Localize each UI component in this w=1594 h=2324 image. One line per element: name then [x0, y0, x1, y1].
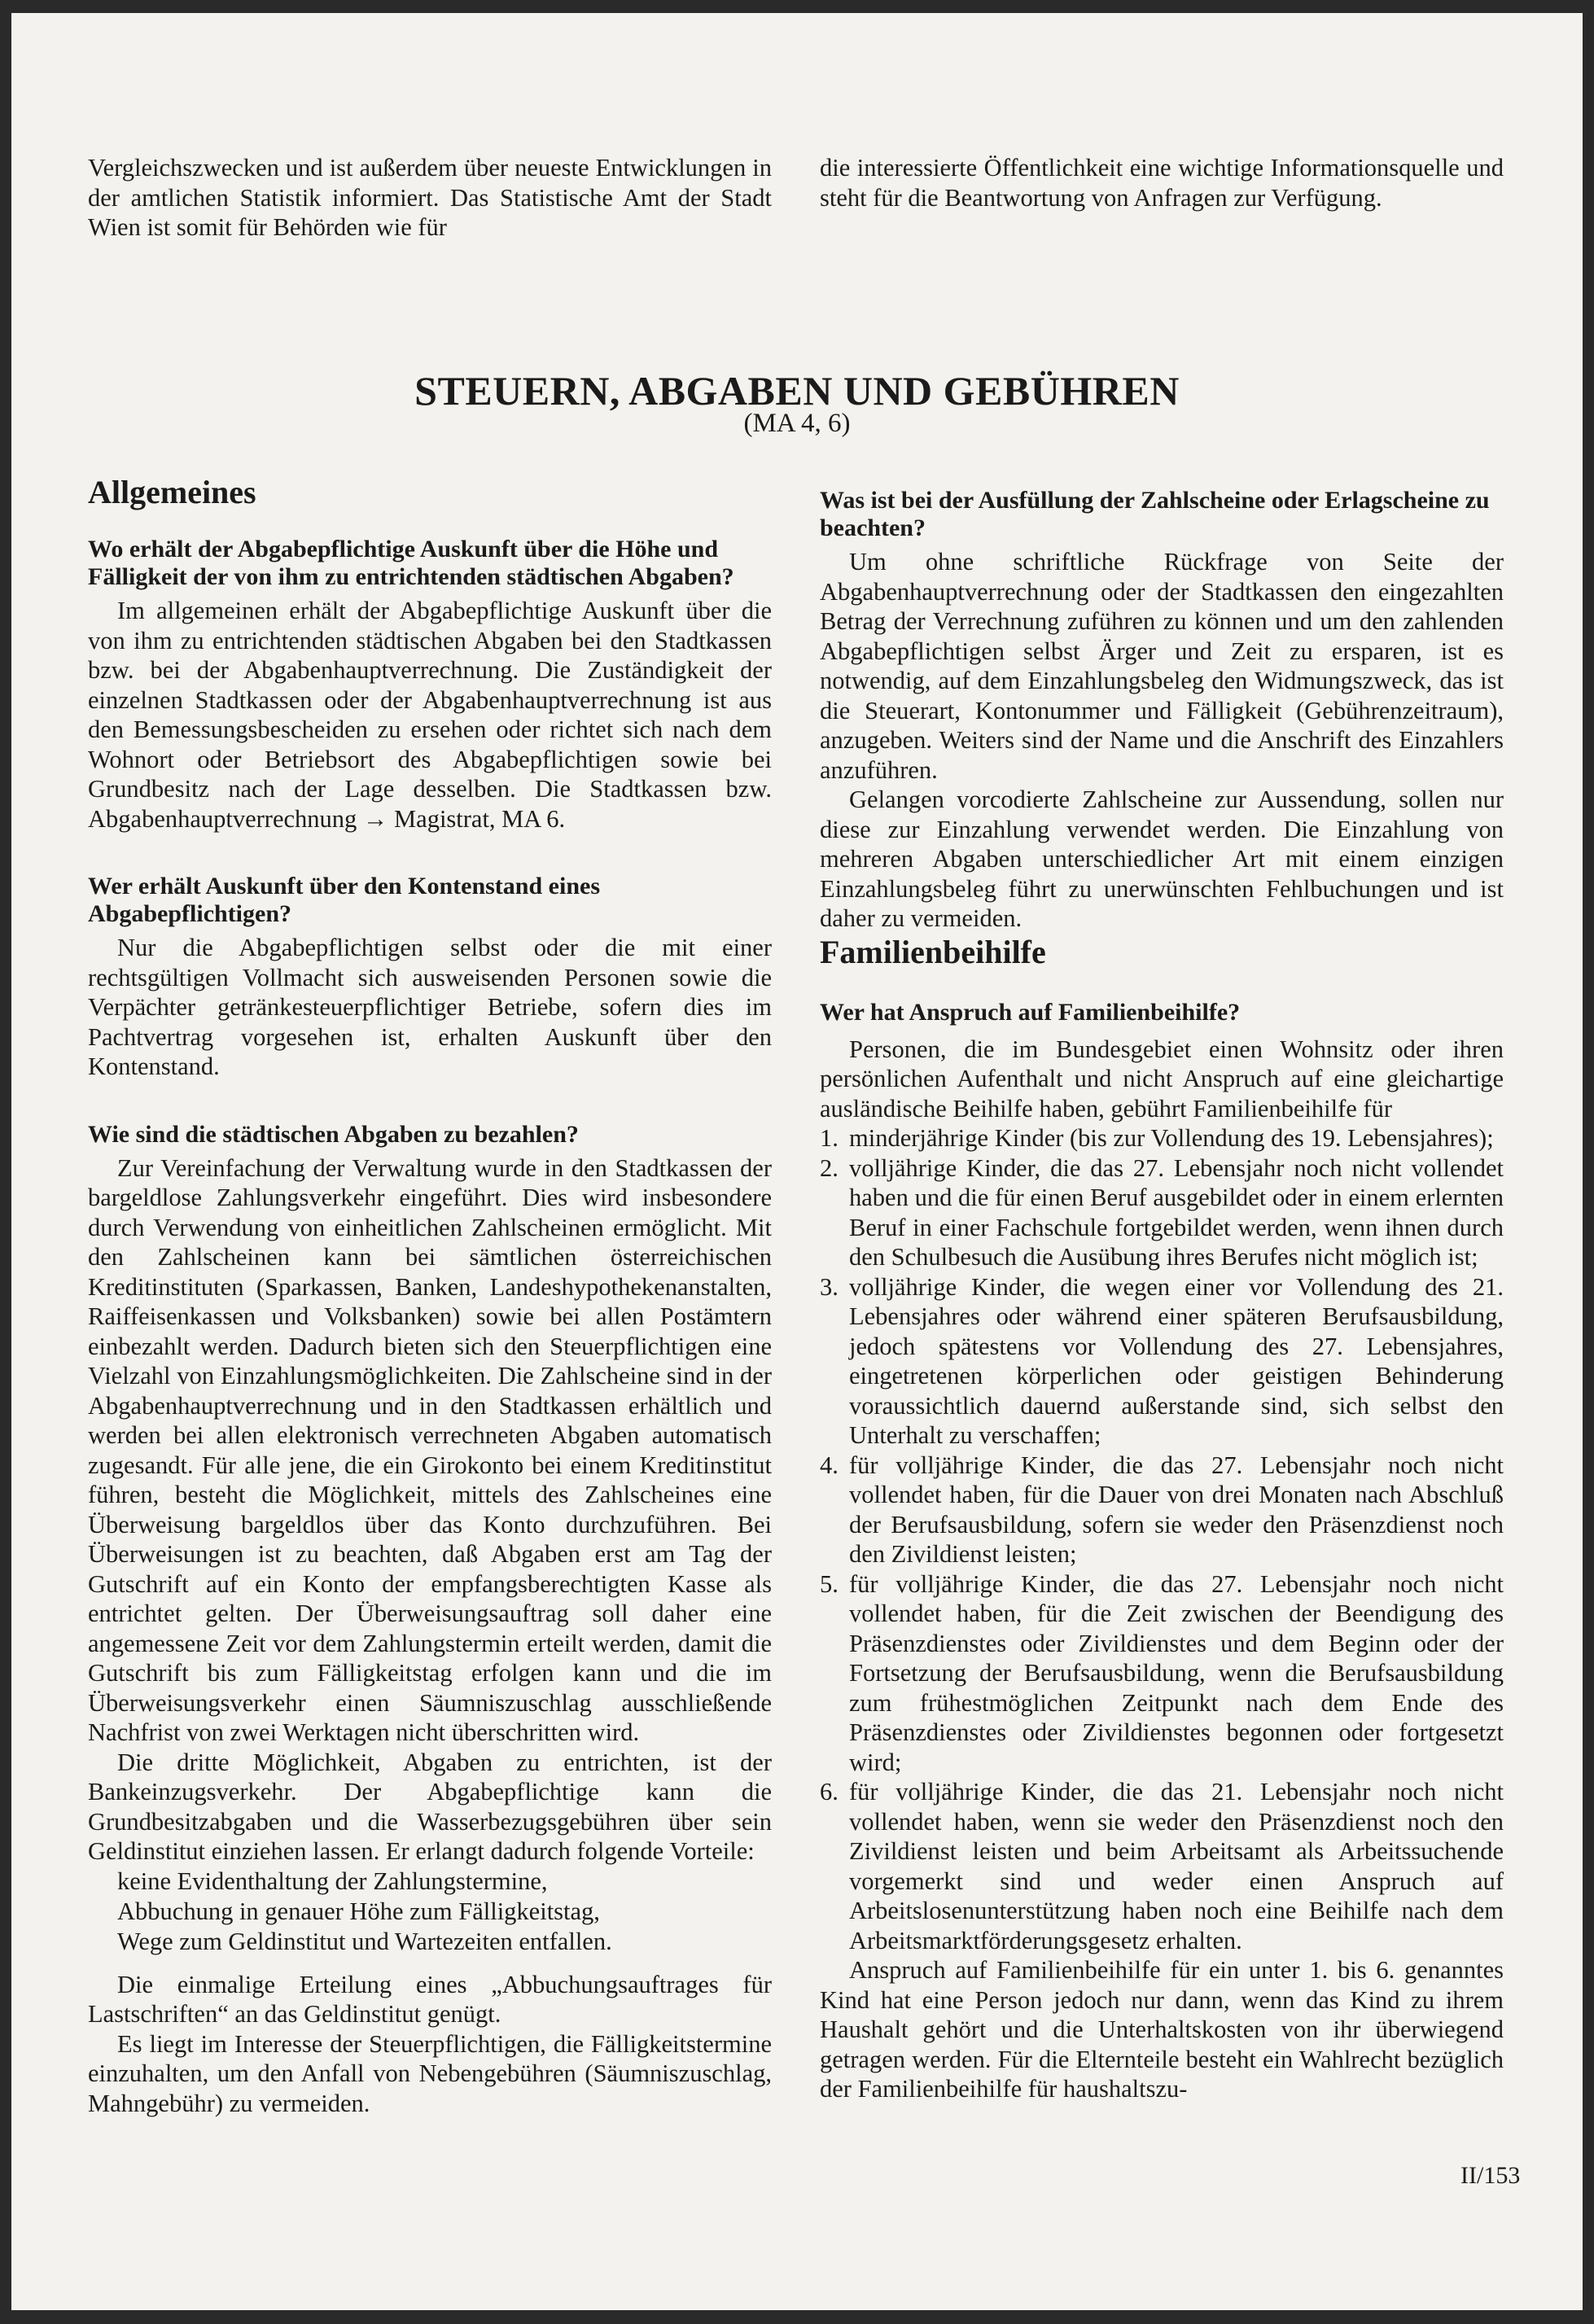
paragraph: Zur Vereinfachung der Verwaltung wurde in den Stadtkassen der bargeldlose Zahlungsverkehr eingeführt. Dies wird insbesondere durch Verwendung von einheitlichen Zahlscheinen ermöglicht. Mit den Zahlscheinen kann bei sämtlichen österreichischen Kreditinstituten (Sparkassen, Banken, Landeshypothekenanstalten, Raiffeisenkassen und Volksbanken) sowie bei allen Postämtern einbezahlt werden. Dadurch bieten sich den Steuerpflichtigen eine Vielzahl von Einzahlungsmöglichkeiten. Die Zahlscheine sind in der Abgabenhauptverrechnung und in den Stadtkassen erhältlich und werden bei allen elektronisch verrechneten Abgaben automatisch zugesandt. Für alle jene, die ein Girokonto bei einem Kreditinstitut führen, besteht die Möglichkeit, mittels des Zahlscheines eine Überweisung bargeldlos über das Konto durchzuführen. Bei Überweisungen ist zu beachten, daß Abgaben erst am Tag der Gutschrift auf ein Konto der empfangsberechtigten Kasse als entrichtet gelten. Der Überweisungsauftrag soll daher eine angemessene Zeit vor dem Zahlungstermin erteilt werden, damit die Gutschrift bis zum Fälligkeitstag erfolgen kann und die im Überweisungsverkehr einen Säumniszuschlag ausschließende Nachfrist von zwei Werktagen nicht überschritten wird. [88, 1153, 772, 1746]
list-item: 1. minderjährige Kinder (bis zur Vollendung des 19. Lebensjahres); [820, 1124, 1494, 1152]
right-column [820, 487, 1504, 2104]
document-page [11, 13, 1583, 2310]
top-right-column [820, 153, 1504, 212]
paragraph: Im allgemeinen erhält der Abgabepflichtige Auskunft über die von ihm zu entrichtenden städtischen Abgaben bei den Stadtkassen bzw. bei der Abgabenhauptverrechnung. Die Zuständigkeit der einzelnen Stadtkassen oder der Abgabenhauptverrechnung ist aus den Bemessungsbescheiden zu ersehen oder richtet sich nach dem Wohnort oder Betriebsort des Abgabepflichtigen sowie bei Grundbesitz nach der Lage desselben. Die Stadtkassen bzw. Abgabenhauptverrechnung → Magistrat, MA 6. [88, 597, 772, 833]
list-item: 6. für volljährige Kinder, die das 21. Lebensjahr noch nicht vollendet haben, wenn sie weder den Präsenzdienst noch den Zivildienst leisten und beim Arbeitsamt als Arbeitssuchende vorgemerkt sind und weder einen Anspruch auf Arbeitslosenunterstützung haben noch eine Beihilfe nach dem Arbeitsmarktförderungsgesetz erhalten. [820, 1778, 1504, 1954]
top-left-column [88, 153, 772, 243]
paragraph: Es liegt im Interesse der Steuerpflichtigen, die Fälligkeitstermine einzuhalten, um den Anfall von Nebengebühren (Säumniszuschlag, Mahngebühr) zu vermeiden. [88, 2029, 772, 2117]
paragraph: Gelangen vorcodierte Zahlscheine zur Aussendung, sollen nur diese zur Einzahlung verwendet werden. Die Einzahlung von mehreren Abgaben unterschiedlicher Art mit einem einzigen Einzahlungsbeleg führt zu unerwünschten Fehlbuchungen und ist daher zu vermeiden. [820, 786, 1504, 932]
question-heading: Wo erhält der Abgabepflichtige Auskunft über die Höhe und Fälligkeit der von ihm zu entrichtenden städtischen Abgaben? [88, 536, 734, 590]
list-item: 2. volljährige Kinder, die das 27. Lebensjahr noch nicht vollendet haben und die für einen Beruf ausgebildet oder in einem erlernten Beruf in einer Fachschule fortgebildet werden, wenn ihnen durch den Schulbesuch die Ausübung ihres Berufes nicht möglich ist; [820, 1153, 1504, 1271]
top-left-paragraph: Vergleichszwecken und ist außerdem über neueste Entwicklungen in der amtlichen Statistik informiert. Das Statistische Amt der Stadt Wien ist somit für Behörden wie für [88, 154, 772, 241]
list-item: keine Evidenthaltung der Zahlungstermine, [117, 1867, 548, 1895]
question-heading: Wer erhält Auskunft über den Kontenstand eines Abgabepflichtigen? [88, 873, 600, 927]
list-item: 5. für volljährige Kinder, die das 27. Lebensjahr noch nicht vollendet haben, für die Zeit zwischen der Beendigung des Präsenzdienstes oder Zivildienstes und dem Beginn oder der Fortsetzung der Berufsausbildung, wenn die Berufsausbildung zum frühestmöglichen Zeitpunkt nach dem Ende des Präsenzdienstes oder Zivildienstes begonnen oder fortgesetzt wird; [820, 1569, 1504, 1776]
list-item: 4. für volljährige Kinder, die das 27. Lebensjahr noch nicht vollendet haben, für die Dauer von drei Monaten nach Abschluß der Berufsausbildung, sofern sie weder den Präsenzdienst noch den Zivildienst leisten; [820, 1451, 1504, 1568]
paragraph: Die einmalige Erteilung eines „Abbuchungsauftrages für Lastschriften“ an das Geldinstitut genügt. [88, 1970, 772, 2028]
question-heading: Wie sind die städtischen Abgaben zu bezahlen? [88, 1120, 579, 1148]
benefits-list [117, 1867, 772, 1957]
question-heading: Was ist bei der Ausfüllung der Zahlscheine oder Erlagscheine zu beachten? [820, 487, 1490, 541]
top-right-paragraph: die interessierte Öffentlichkeit eine wichtige Informationsquelle und steht für die Beantwortung von Anfragen zur Verfügung. [820, 154, 1504, 212]
paragraph: Um ohne schriftliche Rückfrage von Seite der Abgabenhauptverrechnung oder der Stadtkassen den eingezahlten Betrag der Verrechnung zuführen zu können und um den zahlenden Abgabepflichtigen selbst Ärger und Zeit zu ersparen, ist es notwendig, auf dem Einzahlungsbeleg den Widmungszweck, das ist die Steuerart, Kontonummer und Fälligkeit (Gebührenzeitraum), anzugeben. Weiters sind der Name und die Anschrift des Einzahlers anzuführen. [820, 548, 1504, 784]
entitlement-list [820, 1123, 1504, 1955]
paragraph: Nur die Abgabepflichtigen selbst oder die mit einer rechtsgültigen Vollmacht sich ausweisenden Personen sowie die Verpächter getränkesteuerpflichtiger Betriebe, sofern dies im Pachtvertrag vorgesehen ist, erhalten Auskunft über den Kontenstand. [88, 934, 772, 1080]
list-item: 3. volljährige Kinder, die wegen einer vor Vollendung des 21. Lebensjahres oder während einer späteren Berufsausbildung, jedoch spätestens vor Vollendung des 27. Lebensjahres, eingetretenen körperlichen oder geistigen Behinderung voraussichtlich dauernd außerstande sind, sich selbst den Unterhalt zu verschaffen; [820, 1272, 1504, 1449]
list-item: Wege zum Geldinstitut und Wartezeiten entfallen. [117, 1927, 612, 1955]
section-heading-allgemeines: Allgemeines [88, 474, 256, 510]
question-heading: Wer hat Anspruch auf Familienbeihilfe? [820, 998, 1241, 1026]
section-heading-familienbeihilfe: Familienbeihilfe [820, 933, 1046, 970]
paragraph: Die dritte Möglichkeit, Abgaben zu entrichten, ist der Bankeinzugsverkehr. Der Abgabepflichtige kann die Grundbesitzabgaben und die Wasserbezugsgebühren über sein Geldinstitut einziehen lassen. Er erlangt dadurch folgende Vorteile: [88, 1748, 772, 1865]
page-subtitle: (MA 4, 6) [743, 409, 851, 438]
paragraph: Personen, die im Bundesgebiet einen Wohnsitz oder ihren persönlichen Aufenthalt und nicht Anspruch auf eine gleichartige ausländische Beihilfe haben, gebührt Familienbeihilfe für [820, 1035, 1504, 1123]
left-column [88, 474, 772, 2118]
paragraph: Anspruch auf Familienbeihilfe für ein unter 1. bis 6. genanntes Kind hat eine Person jedoch nur dann, wenn das Kind zu ihrem Haushalt gehört und die Unterhaltskosten von ihr überwiegend getragen werden. Für die Elternteile besteht ein Wahlrecht bezüglich der Familienbeihilfe für haushaltszu- [820, 1956, 1504, 2103]
page-title: STEUERN, ABGABEN UND GEBÜHREN [414, 367, 1180, 414]
list-item: Abbuchung in genauer Höhe zum Fälligkeitstag, [117, 1897, 600, 1925]
page-number: II/153 [1460, 2162, 1521, 2189]
